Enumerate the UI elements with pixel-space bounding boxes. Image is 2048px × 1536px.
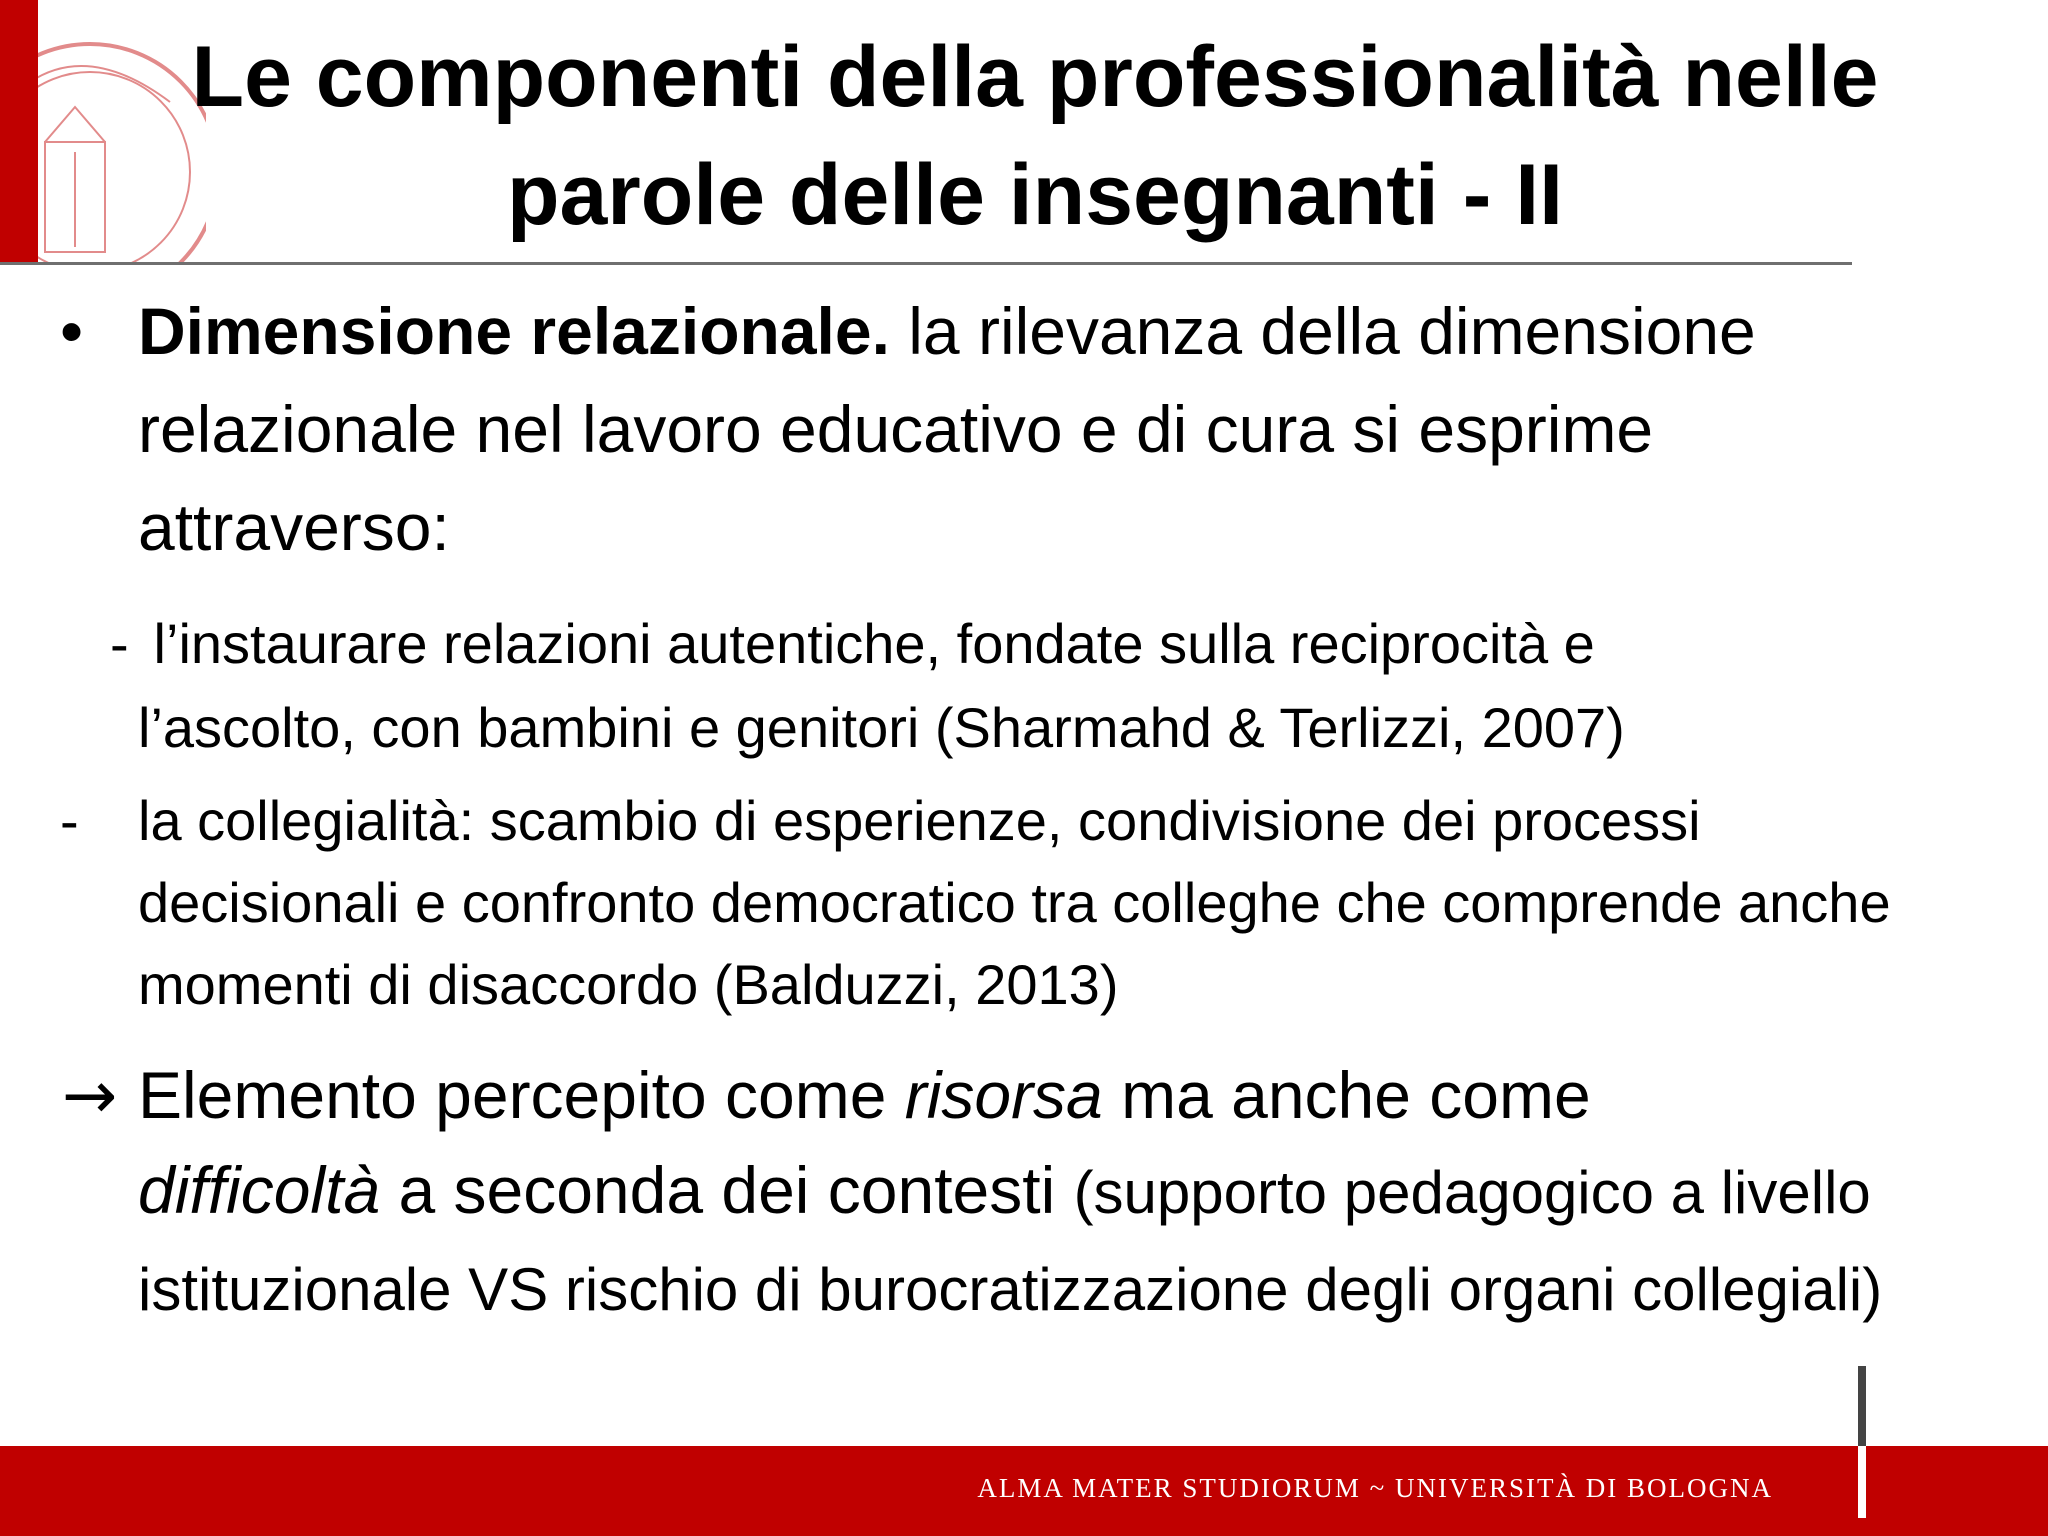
footer-university-name: ALMA MATER STUDIORUM ~ UNIVERSITÀ DI BOLOGNA: [977, 1473, 1773, 1503]
resource-text-a: Elemento percepito come: [138, 1058, 905, 1132]
paragraph-collegiality: la collegialità: scambio di esperienze, condivisione dei processi decisionali e confronto democratico tra colleghe che comprende anche momenti di disaccordo (Balduzzi, 2013): [138, 789, 1891, 1016]
resource-text-b: ma anche come: [1102, 1058, 1591, 1132]
paragraph-relational-dimension: [138, 282, 1938, 576]
relational-dimension-text: la rilevanza della dimensione relazionale nel lavoro educativo e di cura si esprime attraverso:: [138, 294, 1756, 564]
resource-continuation: [62, 1143, 1942, 1337]
paragraph-authentic-relations: [110, 602, 1930, 770]
title-divider: [0, 262, 1852, 265]
difficulty-italic: difficoltà: [138, 1153, 381, 1227]
authentic-relations-line-1: l’instaurare relazioni autentiche, fondate sulla reciprocità e: [138, 612, 1595, 675]
authentic-relations-line-2: l’ascolto, con bambini e genitori (Sharmahd & Terlizzi, 2007): [138, 696, 1625, 759]
arrow-right-icon: →: [62, 1057, 118, 1134]
title-line-2: parole delle insegnanti - II: [506, 147, 1564, 243]
dash-marker: -: [60, 789, 79, 852]
footer-separator-top: [1858, 1366, 1866, 1446]
relational-dimension-heading: Dimensione relazionale.: [138, 294, 890, 368]
bullet-icon: •: [60, 294, 84, 368]
resource-text-c: a seconda dei contesti: [380, 1153, 1074, 1227]
slide-title: [110, 18, 1960, 254]
title-line-1: Le componenti della professionalità nelle: [191, 29, 1879, 125]
paragraph-resource-difficulty: [62, 1048, 1942, 1337]
dash-marker: -: [110, 612, 129, 675]
resource-italic: risorsa: [904, 1058, 1103, 1132]
resource-parenthetical: (supporto pedagogico a livello istituzionale VS rischio di burocratizzazione degli organi collegiali): [138, 1159, 1883, 1323]
